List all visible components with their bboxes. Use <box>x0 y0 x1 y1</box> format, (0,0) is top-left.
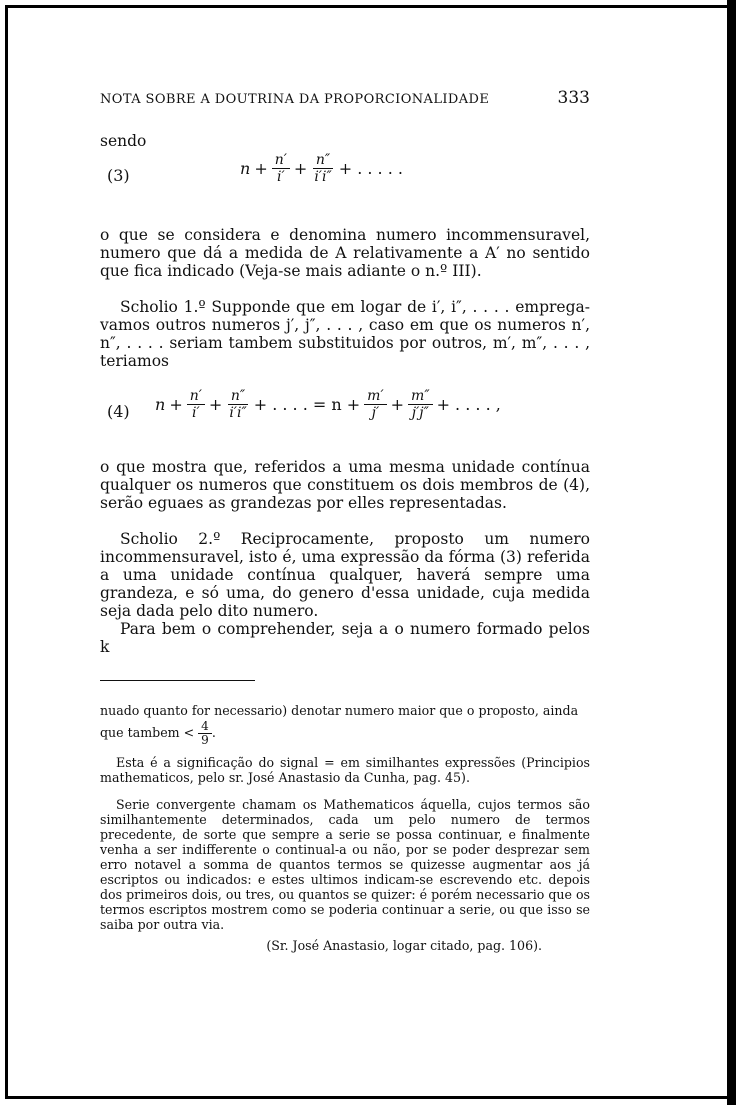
page-number: 333 <box>557 88 590 108</box>
footnote-1-suffix: . <box>211 725 216 740</box>
eq3-fraction-1 <box>272 152 290 185</box>
footnote-3: Serie convergente chamam os Mathematicos áquella, cujos termos são similhantemente determinados, cada um pelo numero de termos precedente, de sorte que sempre a serie se possa continuar, e finalmente venha a ser indifferente o continual-a ou não, por se poder desprezar sem erro notavel a somma de quantos termos se quizesse augmentar aos já escriptos ou indicados: e estes ultimos indicam-se escrevendo etc. depois dos primeiros dois, ou tres, ou quantos se quizer: é porém necessario que os termos escriptos mostrem como se poderia continuar a serie, ou que isso se saiba por outra via. <box>100 797 590 932</box>
eq4-frac1-numerator: n′ <box>187 388 205 405</box>
equation-3-body <box>240 152 403 185</box>
eq4-frac1-denominator: i′ <box>191 405 200 421</box>
running-header <box>100 88 590 118</box>
eq4-fraction-4 <box>408 388 433 421</box>
eq4-frac3-denominator: j′ <box>371 405 380 421</box>
eq4-frac2-numerator: n″ <box>228 388 248 405</box>
eq3-plus-1: + <box>254 159 268 178</box>
equation-4-body <box>155 388 501 421</box>
footnote-2: Esta é a significação do signal = em similhantes expressões (Principios mathematicos, pelo sr. José Anastasio da Cunha, pag. 45). <box>100 755 590 785</box>
footnote-1-line-2 <box>100 720 590 747</box>
eq3-plus-2: + <box>293 159 308 178</box>
equation-3 <box>100 150 590 208</box>
eq3-frac2-numerator: n″ <box>313 152 333 169</box>
equation-3-number: (3) <box>107 166 130 185</box>
eq3-frac1-denominator: i′ <box>276 169 285 185</box>
footnote-1-prefix: que tambem < <box>100 725 195 740</box>
eq3-tail: + . . . . . <box>338 159 403 178</box>
eq4-left-n: n <box>155 395 166 414</box>
eq4-tail: + . . . . , <box>436 395 501 414</box>
eq4-frac3-numerator: m′ <box>364 388 386 405</box>
footnotes <box>100 703 590 953</box>
footnote-1-frac-denominator: 9 <box>201 733 209 747</box>
equation-4-number: (4) <box>107 402 130 421</box>
footnote-rule <box>100 680 255 681</box>
eq3-n: n <box>240 159 251 178</box>
paragraph-quantities: o que mostra que, referidos a uma mesma unidade contínua qualquer os numeros que constituem os dois membros de (4), serão eguaes as grandezas por elles representadas. <box>100 458 590 512</box>
eq4-frac2-denominator: i′i″ <box>229 405 247 421</box>
eq3-frac2-denominator: i′i″ <box>314 169 332 185</box>
scan-edge <box>727 0 736 1105</box>
footnote-1-frac-numerator: 4 <box>198 720 212 734</box>
sendo-word: sendo <box>100 132 147 150</box>
footnote-3-signature: (Sr. José Anastasio, logar citado, pag. 106). <box>266 938 542 953</box>
eq3-fraction-2 <box>311 152 334 185</box>
footnote-1-fraction <box>198 720 212 747</box>
paragraph-incommensuravel: o que se considera e denomina numero incommensuravel, numero que dá a medida de A relativamente a A′ no sentido que fica indicado (Veja-se mais adiante o n.º III). <box>100 226 590 280</box>
eq4-frac4-numerator: m″ <box>408 388 433 405</box>
eq4-frac4-denominator: j′j″ <box>411 405 429 421</box>
eq4-plus-2: + <box>208 395 223 414</box>
scholio-2: Scholio 2.º Reciprocamente, proposto um numero incommensuravel, isto é, uma expressão da fórma (3) referida a uma unidade contínua qualquer, haverá sempre uma grandeza, e só uma, do genero d'essa unidade, cuja medida seja dada pelo dito numero. <box>100 530 590 620</box>
equation-4 <box>100 384 590 456</box>
page <box>100 88 590 953</box>
eq3-frac1-numerator: n′ <box>272 152 290 169</box>
eq4-plus-1: + <box>169 395 183 414</box>
eq4-fraction-2 <box>226 388 249 421</box>
footnote-1-line-1: nuado quanto for necessario) denotar numero maior que o proposto, ainda <box>100 703 579 718</box>
eq4-plus-3: + <box>390 395 405 414</box>
running-title: NOTA SOBRE A DOUTRINA DA PROPORCIONALIDADE <box>100 92 490 107</box>
paragraph-comprehender: Para bem o comprehender, seja a o numero formado pelos k <box>100 620 590 656</box>
eq4-middle: + . . . . = n + <box>253 395 361 414</box>
eq4-fraction-1 <box>187 388 205 421</box>
scholio-1: Scholio 1.º Supponde que em logar de i′, i″, . . . . empregavamos outros numeros j′, j″, . . . , caso em que os numeros n′, n″, . . . . seriam tambem substituidos por outros, m′, m″, . . . , teriamos <box>100 298 590 370</box>
eq4-fraction-3 <box>364 388 386 421</box>
